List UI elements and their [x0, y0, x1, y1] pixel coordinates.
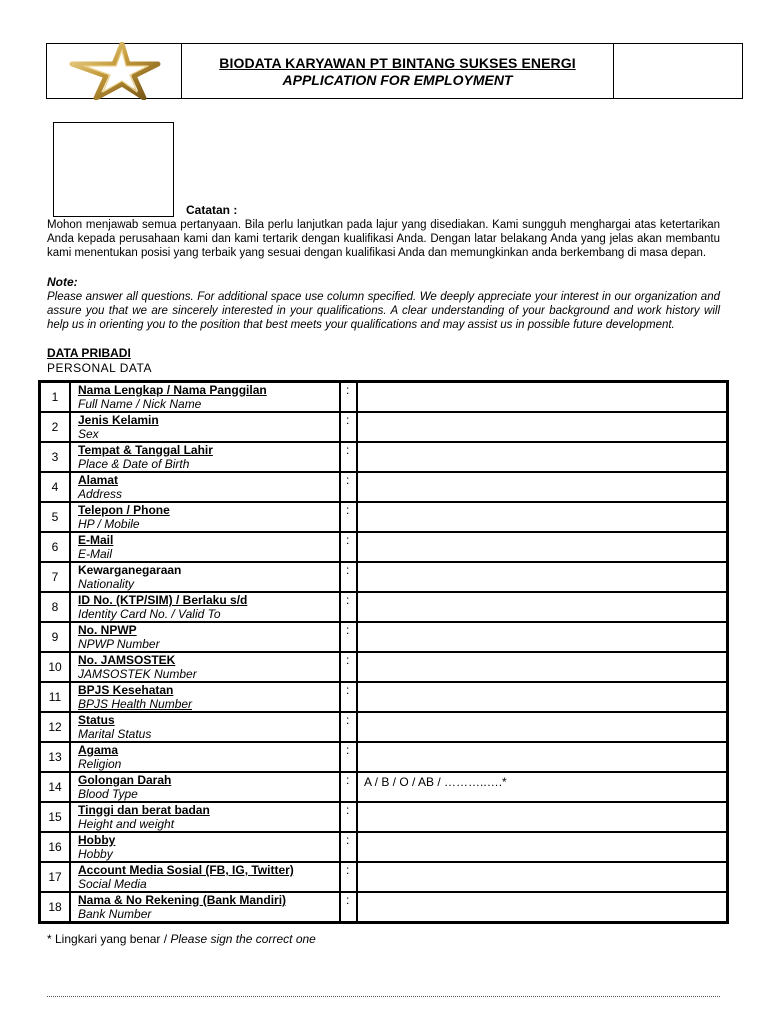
row-number: 17 [40, 862, 70, 892]
field-label-id: E-Mail [78, 533, 114, 547]
field-label-en: JAMSOSTEK Number [78, 667, 197, 681]
field-colon: : [340, 622, 357, 652]
field-label-en: Nationality [78, 577, 135, 591]
footnote-en: Please sign the correct one [170, 932, 316, 946]
section-title: DATA PRIBADI [47, 346, 131, 360]
field-colon: : [340, 682, 357, 712]
note-label: Note: [47, 275, 78, 289]
table-row [40, 382, 727, 412]
field-label-id: Golongan Darah [78, 773, 172, 787]
table-row [40, 562, 727, 592]
field-colon: : [340, 862, 357, 892]
footnote-id: * Lingkari yang benar / [47, 932, 171, 946]
field-value[interactable] [357, 862, 727, 892]
field-label-id: Kewarganegaraan [78, 563, 182, 577]
table-row [40, 802, 727, 832]
field-label-id: Account Media Sosial (FB, IG, Twitter) [78, 863, 294, 877]
field-label-id: Nama & No Rekening (Bank Mandiri) [78, 893, 287, 907]
field-label-id: Hobby [78, 833, 116, 847]
field-label-id: Status [78, 713, 115, 727]
field-label-id: Nama Lengkap / Nama Panggilan [78, 383, 267, 397]
table-row [40, 472, 727, 502]
field-label [70, 472, 340, 502]
field-colon: : [340, 382, 357, 412]
table-row [40, 652, 727, 682]
field-value[interactable] [357, 682, 727, 712]
catatan-text: Mohon menjawab semua pertanyaan. Bila perlu lanjutkan pada lajur yang disediakan. Kami sungguh menghargai atas ketertarikan Anda kepada perusahaan kami dan kami tertarik dengan kualifikasi Anda. Dengan latar belakang Anda yang jelas akan membantu kami menentukan posisi yang terbaik yang sesuai dengan kualifikasi Anda dan memungkinkan anda berkembang di masa depan. [47, 219, 720, 259]
field-colon: : [340, 472, 357, 502]
field-label-id: ID No. (KTP/SIM) / Berlaku s/d [78, 593, 248, 607]
field-value[interactable] [357, 472, 727, 502]
row-number: 18 [40, 892, 70, 922]
field-colon: : [340, 442, 357, 472]
field-label-en: Place & Date of Birth [78, 457, 190, 471]
row-number: 5 [40, 502, 70, 532]
row-number: 10 [40, 652, 70, 682]
field-colon: : [340, 532, 357, 562]
field-label-en: Blood Type [78, 787, 138, 801]
field-label [70, 682, 340, 712]
field-label [70, 412, 340, 442]
document-header [46, 43, 743, 99]
photo-box[interactable] [53, 122, 174, 217]
row-number: 3 [40, 442, 70, 472]
footnote [47, 932, 316, 946]
row-number: 13 [40, 742, 70, 772]
section-subtitle: PERSONAL DATA [47, 361, 152, 375]
field-value[interactable] [357, 592, 727, 622]
field-label-en: NPWP Number [78, 637, 160, 651]
table-row [40, 442, 727, 472]
field-value[interactable] [357, 442, 727, 472]
field-colon: : [340, 652, 357, 682]
field-label-id: Tinggi dan berat badan [78, 803, 210, 817]
field-label [70, 502, 340, 532]
field-label-en: Full Name / Nick Name [78, 397, 202, 411]
header-blank-cell [614, 44, 742, 98]
personal-data-table [38, 380, 729, 924]
row-number: 16 [40, 832, 70, 862]
row-number: 4 [40, 472, 70, 502]
field-colon: : [340, 412, 357, 442]
field-colon: : [340, 712, 357, 742]
dotted-divider [47, 996, 720, 997]
field-colon: : [340, 772, 357, 802]
field-label [70, 622, 340, 652]
field-label-id: Jenis Kelamin [78, 413, 159, 427]
field-colon: : [340, 502, 357, 532]
logo-cell [47, 44, 182, 98]
field-value[interactable] [357, 412, 727, 442]
field-colon: : [340, 892, 357, 922]
field-label-id: Telepon / Phone [78, 503, 170, 517]
field-colon: : [340, 562, 357, 592]
field-value[interactable] [357, 892, 727, 922]
table-row [40, 832, 727, 862]
field-colon: : [340, 742, 357, 772]
field-label-en: Height and weight [78, 817, 175, 831]
note-text: Please answer all questions. For additional space use column specified. We deeply appreciate your interest in our organization and assure you that we are sincerely interested in your qualifications. A clear understanding of your background and work history will help us in orienting you to the position that best meets your qualifications and may assist us in possible future development. [47, 291, 720, 331]
field-label-id: Alamat [78, 473, 119, 487]
row-number: 2 [40, 412, 70, 442]
table-row [40, 592, 727, 622]
field-label [70, 532, 340, 562]
field-label [70, 382, 340, 412]
field-label-en: Social Media [78, 877, 147, 891]
row-number: 14 [40, 772, 70, 802]
field-colon: : [340, 832, 357, 862]
document-title: BIODATA KARYAWAN PT BINTANG SUKSES ENERGI [219, 54, 576, 71]
field-label-id: No. JAMSOSTEK [78, 653, 176, 667]
document-subtitle: APPLICATION FOR EMPLOYMENT [282, 71, 513, 88]
field-label [70, 892, 340, 922]
field-label-en: Hobby [78, 847, 113, 861]
row-number: 1 [40, 382, 70, 412]
row-number: 11 [40, 682, 70, 712]
field-label [70, 562, 340, 592]
field-value[interactable] [357, 562, 727, 592]
row-number: 6 [40, 532, 70, 562]
gold-star-logo-icon [66, 42, 162, 100]
title-cell [182, 44, 614, 98]
table-row [40, 412, 727, 442]
table-row [40, 532, 727, 562]
field-label-id: No. NPWP [78, 623, 137, 637]
table-row [40, 712, 727, 742]
field-label [70, 742, 340, 772]
field-label-id: Tempat & Tanggal Lahir [78, 443, 213, 457]
field-label-id: Agama [78, 743, 119, 757]
field-label-en: Address [78, 487, 123, 501]
field-value[interactable] [357, 652, 727, 682]
row-number: 15 [40, 802, 70, 832]
table-body [40, 382, 727, 922]
field-colon: : [340, 592, 357, 622]
field-label-en: Bank Number [78, 907, 152, 921]
field-value[interactable] [357, 712, 727, 742]
field-colon: : [340, 802, 357, 832]
field-value[interactable] [357, 502, 727, 532]
field-label [70, 592, 340, 622]
field-label-en: E-Mail [78, 547, 113, 561]
table-row [40, 682, 727, 712]
row-number: 12 [40, 712, 70, 742]
field-label [70, 712, 340, 742]
table-row [40, 862, 727, 892]
field-label [70, 772, 340, 802]
field-label-en: Sex [78, 427, 99, 441]
table-row [40, 622, 727, 652]
field-label-en: Religion [78, 757, 122, 771]
table-row [40, 892, 727, 922]
field-label-en: BPJS Health Number [78, 697, 193, 711]
field-label [70, 802, 340, 832]
table-row [40, 772, 727, 802]
field-value[interactable] [357, 532, 727, 562]
row-number: 9 [40, 622, 70, 652]
field-label [70, 652, 340, 682]
field-label [70, 442, 340, 472]
field-value[interactable] [357, 622, 727, 652]
field-value[interactable]: A / B / O / AB / ………..….* [357, 772, 727, 802]
row-number: 8 [40, 592, 70, 622]
field-label-en: Marital Status [78, 727, 152, 741]
field-label [70, 832, 340, 862]
field-label [70, 862, 340, 892]
field-value[interactable] [357, 802, 727, 832]
table-row [40, 502, 727, 532]
field-label-id: BPJS Kesehatan [78, 683, 174, 697]
field-label-en: Identity Card No. / Valid To [78, 607, 221, 621]
field-value[interactable] [357, 832, 727, 862]
field-value[interactable] [357, 382, 727, 412]
field-label-en: HP / Mobile [78, 517, 140, 531]
catatan-label: Catatan : [186, 203, 238, 217]
row-number: 7 [40, 562, 70, 592]
field-value[interactable] [357, 742, 727, 772]
table-row [40, 742, 727, 772]
